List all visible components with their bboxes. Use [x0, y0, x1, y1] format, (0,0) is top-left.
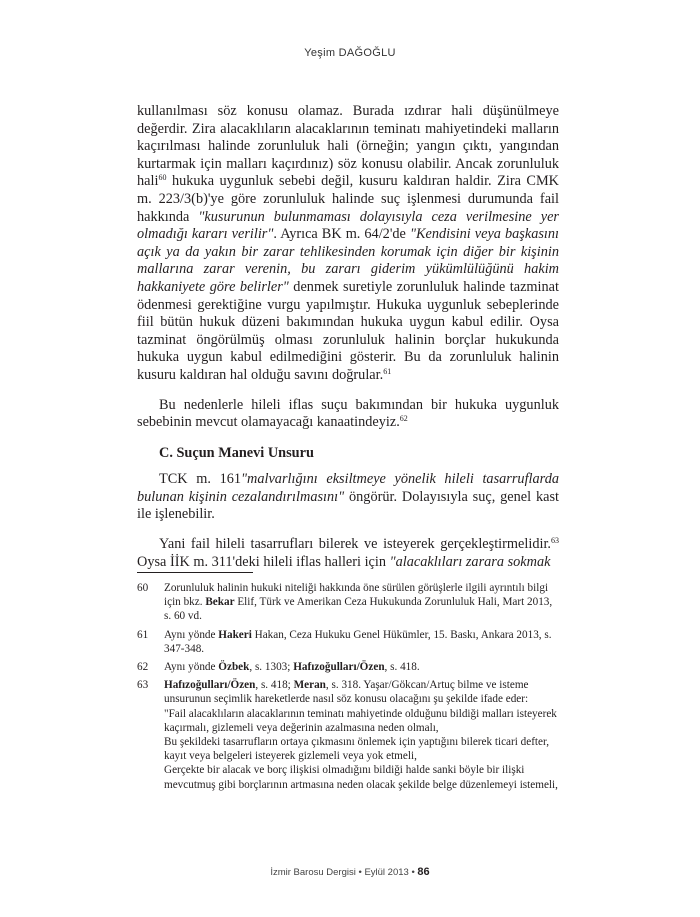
text-run: Aynı yönde [164, 628, 219, 641]
text-run: Oysa İİK m. 311'deki hileli iflas halleri için [137, 553, 390, 570]
text-run: denmek suretiyle zorunluluk halinde tazminat ödenmesi gerektiğine vurgu yapılmıştır. Hukuka uygunluk sebeplerinde fiil bütün hukuk düzeni bakımından hukuka uygun kabul edilir. Oysa tazminat öngörülmüş olması zorunluluk halinin borçlar hukukunda hukuka uygun kabul edilmediğini gösterir. Bu da zorunluluk halinin kusuru kaldıran hal olduğu savını doğrular. [137, 278, 559, 383]
text-run: . Ayrıca BK m. 64/2'de [273, 226, 410, 243]
footnote-text [164, 581, 561, 624]
text-run: Zorunluluk halinin hukuki niteliği hakkında öne sürülen görüşlerle ilgili ayrıntılı bilgi için bkz. [164, 582, 549, 609]
footnote-ref: 61 [383, 366, 392, 376]
text-run: kullanılması söz konusu olamaz. Burada ızdırar hali düşünülmeye değerdir. Zira alacaklıların alacaklarının teminatı mahiyetindeki malların kaçırılması halinde zorunluluk hali (örneğin; yangın çıktı, yangından kurtarmak için malları kaçırdınız) söz konusu olabilir. Ancak zorunluluk hali [137, 103, 559, 190]
author-name: Hafızoğulları/Özen [293, 661, 385, 674]
italic-quote: "Kendisini veya başkasını açık ya da yakın bir zarar tehlikesinden korumak için diğer bir kişinin mallarına zarar verenin, bu zararı giderim yükümlülüğünü hakim hakkaniyete göre belirler" [137, 226, 559, 295]
footnote-text [164, 660, 561, 674]
quote-line: "Fail alacaklıların alacaklarının teminatı mahiyetinde olduğunu bildiği malları isteyerek kaçırmalı, gizlemeli veya değerinin azalmasına neden olmalı, [164, 707, 557, 734]
italic-quote: "alacaklıları zarara sokmak [389, 553, 551, 570]
author-name: Hafızoğulları/Özen [164, 679, 256, 692]
section-heading: C. Suçun Manevi Unsuru [159, 444, 314, 461]
running-header: Yeşim DAĞOĞLU [304, 47, 396, 59]
footnote [137, 678, 561, 792]
text-run: , s. 1303; [249, 661, 294, 674]
footnote-number: 63 [137, 679, 149, 692]
footnote-text [164, 628, 561, 656]
quote-line: Bu şekildeki tasarrufların ortaya çıkmasını önlemek için yaptığını bilerek ticari defter, kayıt veya belgeleri isteyerek gizlemeli veya yok etmeli, [164, 736, 550, 763]
author-name: Bekar [205, 596, 235, 609]
footnote-ref: 63 [551, 536, 559, 546]
footnote [137, 660, 561, 674]
paragraph [137, 103, 559, 385]
footnotes [137, 581, 561, 796]
body-text [137, 103, 559, 571]
footnote-intro [164, 679, 529, 705]
footnote-number: 61 [137, 628, 149, 641]
journal-name: İzmir Barosu Dergisi • Eylül 2013 • [270, 867, 415, 878]
footnote-separator [137, 572, 253, 573]
footnote [137, 581, 561, 624]
text-run: Yani fail hileli tasarrufları bilerek ve isteyerek gerçekleştirmelidir. [159, 536, 551, 553]
author-name: Meran [293, 679, 326, 692]
author-name: Hakeri [218, 628, 252, 641]
footnote-ref: 62 [399, 414, 408, 424]
quote-line: Gerçekte bir alacak ve borç ilişkisi olmadığını bildiği halde sanki böyle bir ilişki mevcutmuş gibi borçlarının artmasına neden olacak şekilde belge düzenlemeyi istemeli, [164, 764, 558, 791]
footnote-number: 60 [137, 582, 149, 594]
text-run: , s. 418. [384, 661, 420, 674]
paragraph [137, 471, 559, 524]
text-run: TCK m. 161 [159, 471, 242, 488]
page-number: 86 [417, 866, 430, 878]
paragraph [137, 397, 559, 432]
text-run: Bu nedenlerle hileli iflas suçu bakımından bir hukuka uygunluk sebebinin mevcut olamayacağı kanaatindeyiz. [137, 396, 559, 431]
text-run: Aynı yönde [164, 661, 219, 674]
paragraph [137, 536, 559, 571]
italic-quote: "kusurunun bulunmaması dolayısıyla ceza verilmesine yer olmadığı kararı verilir" [137, 208, 559, 243]
page-footer [0, 866, 700, 878]
text-run: , s. 418; [255, 679, 294, 692]
text-run: hukuka uygunluk sebebi değil, kusuru kaldıran haldir. Zira CMK m. 223/3(b)'ye göre zorunluluk halinde suç işlenmesi durumunda fail hakkında [137, 173, 559, 225]
text-run: , s. 318. Yaşar/Gökcan/Artuç bilme ve isteme unsurunun seçimlik hareketlerde nasıl söz konusu olacağını şu şekilde ifade eder: [164, 679, 529, 706]
italic-quote: "malvarlığını eksiltmeye yönelik hileli tasarruflarda bulunan kişinin cezalandırılmasını" [137, 471, 559, 505]
footnote-number: 62 [137, 661, 149, 674]
footnote-text [164, 678, 561, 792]
text-run: Hakan, Ceza Hukuku Genel Hükümler, 15. Baskı, Ankara 2013, s. 347-348. [164, 628, 552, 655]
text-run: Elif, Türk ve Amerikan Ceza Hukukunda Zorunluluk Hali, Mart 2013, s. 60 vd. [164, 596, 553, 623]
text-run: öngörür. Dolayısıyla suç, genel kast ile işlenebilir. [137, 488, 559, 523]
author-name: Özbek [218, 661, 250, 674]
footnote [137, 628, 561, 656]
footnote-ref: 60 [158, 173, 167, 183]
